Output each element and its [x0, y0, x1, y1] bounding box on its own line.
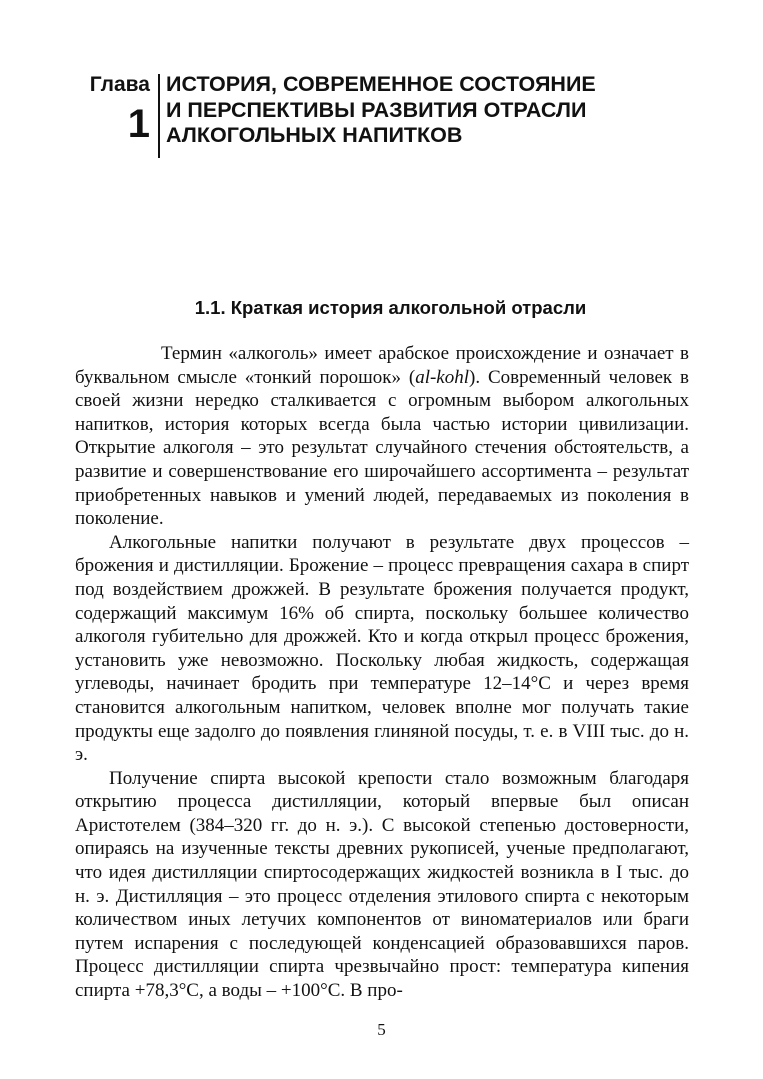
body-text	[75, 342, 689, 1003]
chapter-title-line: И ПЕРСПЕКТИВЫ РАЗВИТИЯ ОТРАСЛИ	[166, 97, 587, 122]
paragraph	[75, 342, 689, 531]
italic-term: al-kohl	[415, 366, 470, 388]
paragraph-text: ). Современный человек в своей жизни нередко сталкивается с огромным выбором алкогольных напитков, история которых всегда была частью истории цивилизации. Открытие алкоголя – это результат случайного стечения обстоятельств, а развитие и совершенствование его широчайшего ассортимента – результат приобретенных навыков и умений людей, передаваемых из поколения в поколение.	[75, 366, 689, 530]
chapter-title-line: АЛКОГОЛЬНЫХ НАПИТКОВ	[166, 123, 463, 147]
chapter-number: 1	[127, 102, 150, 146]
paragraph: Алкогольные напитки получают в результате двух процессов – брожения и дистилляции. Брожение – процесс превращения сахара в спирт под воздействием дрожжей. В результате брожения получается продукт, содержащий максимум 16% об спирта, поскольку большее количество алкоголя губительно для дрожжей. Кто и когда открыл процесс брожения, установить уже невозможно. Поскольку любая жидкость, содержащая углеводы, начинает бродить при температуре 12–14°C и через время становится алкогольным напитком, человек вполне мог получать такие продукты еще задолго до появления глиняной посуды, т. е. в VIII тыс. до н. э.	[75, 531, 689, 766]
chapter-title-line: ИСТОРИЯ, СОВРЕМЕННОЕ СОСТОЯНИЕ	[166, 72, 596, 96]
chapter-title	[160, 72, 596, 149]
section-heading: 1.1. Краткая история алкогольной отрасли	[194, 297, 587, 318]
chapter-word: Глава	[89, 73, 150, 96]
page-number: 5	[377, 1020, 386, 1039]
paragraph-text: Термин «алкоголь» имеет арабское происхождение и означает в буквальном смысле «тонкий порошок» (	[75, 343, 689, 388]
paragraph: Получение спирта высокой крепости стало возможным благодаря открытию процесса дистилляции, который впервые был описан Аристотелем (384–320 гг. до н. э.). С высокой степенью достоверности, опираясь на изученные тексты древних рукописей, ученые предполагают, что идея дистилляции спиртосодержащих жидкостей возникла в I тыс. до н. э. Дистилляция – это процесс отделения этилового спирта с некоторым количеством иных летучих компонентов от виноматериалов или браги путем испарения с последующей конденсацией образовавшихся паров. Процесс дистилляции спирта чрезвычайно прост: температура кипения спирта +78,3°C, а воды – +100°C. В про-	[75, 767, 689, 1002]
chapter-label-block	[72, 70, 158, 144]
chapter-header	[72, 70, 596, 158]
